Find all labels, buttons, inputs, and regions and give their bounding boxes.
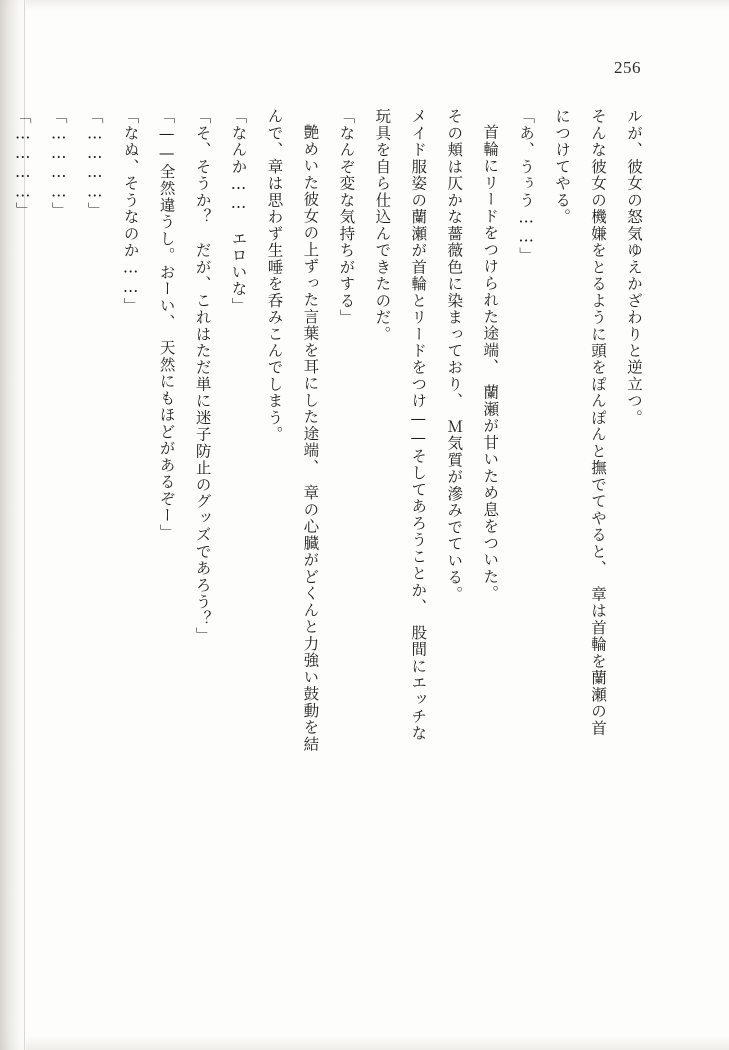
text-line: ルが、彼女の怒気ゆえかざわりと逆立つ。 xyxy=(625,108,643,427)
text-line: その頬は仄かな薔薇色に染まっており、 Ｍ気質が滲みでている。 xyxy=(445,108,464,603)
text-line: 首輪にリードをつけられた途端、 蘭瀬が甘いため息をついた。 xyxy=(481,124,500,602)
text-line: 艶めいた彼女の上ずった言葉を耳にした途端、 章の心臓がどくんと力強い鼓動を結 xyxy=(301,124,320,753)
text-line: 玩具を自ら仕込んできたのだ。 xyxy=(373,108,392,343)
text-line: 「あ、うぅう……」 xyxy=(517,108,536,264)
text-line: メイド服姿の蘭瀬が首輪とリードをつけ——そしてあろうことか、 股間にエッチな xyxy=(409,108,428,742)
text-line: 「なんか…… エロいな」 xyxy=(229,108,248,314)
text-line: 「そ、そうか？ だが、これはただ単に迷子防止のグッズであろう？」 xyxy=(193,108,212,644)
text-line: 「なんぞ変な気持ちがする」 xyxy=(337,108,356,326)
text-line: 「…………」 xyxy=(85,108,104,219)
text-line: 「なぬ、そうなのか……」 xyxy=(121,108,140,314)
page-top-edge-shading xyxy=(0,0,729,10)
text-line: んで、章は思わず生唾を呑みこんでしまう。 xyxy=(265,108,284,443)
page-bottom-edge-shading xyxy=(0,1036,729,1050)
body-text xyxy=(13,108,651,988)
page-number: 256 xyxy=(614,58,641,77)
text-line: そんな彼女の機嫌をとるように頭をぽんぽんと撫でてやると、 章は首輪を蘭瀬の首 xyxy=(589,108,608,737)
text-line: 「…………」 xyxy=(49,108,68,219)
text-line: 「——全然違うし。おーい、 天然にもほどがあるぞー」 xyxy=(157,108,176,541)
text-line: 「…………」 xyxy=(13,108,32,219)
text-line: につけてやる。 xyxy=(553,108,572,226)
